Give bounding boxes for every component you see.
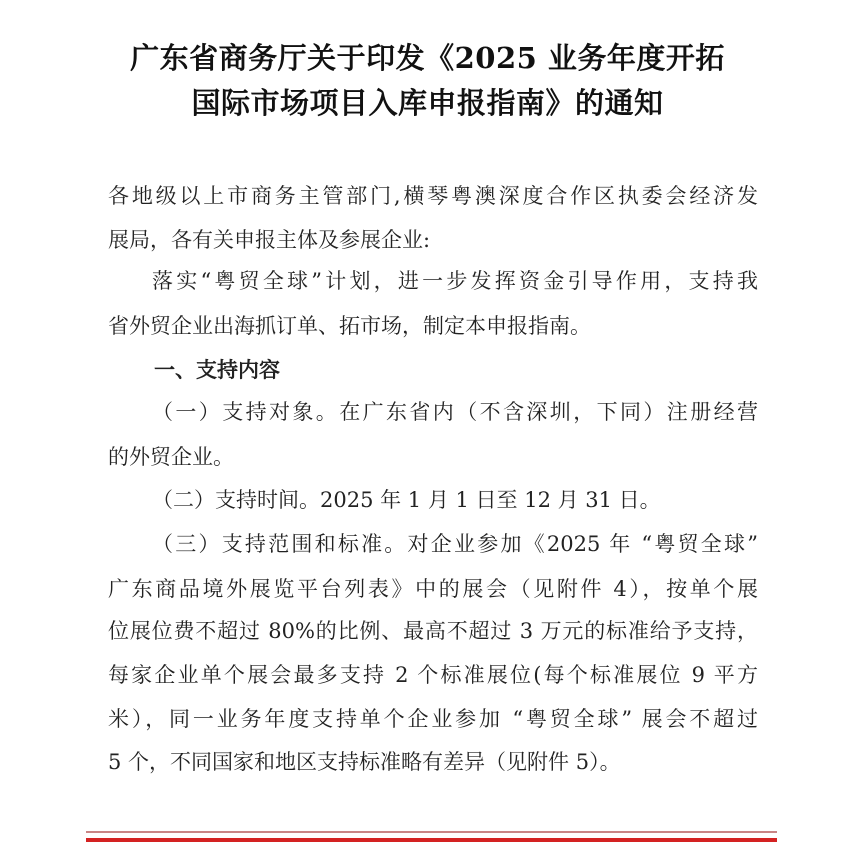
document-title-line-1: 广东省商务厅关于印发《2025 业务年度开拓 bbox=[130, 41, 725, 75]
document-title-line-2: 国际市场项目入库申报指南》的通知 bbox=[191, 86, 664, 120]
item3-line-2: 广东商品境外展览平台列表》中的展会（见附件 4），按单个展 bbox=[108, 577, 758, 601]
item3-line-4: 每家企业单个展会最多支持 2 个标准展位(每个标准展位 9 平方 bbox=[108, 663, 758, 687]
addressee-line-2: 展局，各有关申报主体及参展企业: bbox=[108, 228, 431, 252]
intro-line-2: 省外贸企业出海抓订单、拓市场，制定本申报指南。 bbox=[108, 314, 591, 338]
intro-line-1: 落实“粤贸全球”计划，进一步发挥资金引导作用，支持我 bbox=[152, 269, 758, 293]
addressee-line-1: 各地级以上市商务主管部门,横琴粤澳深度合作区执委会经济发 bbox=[108, 184, 758, 208]
item3-line-3: 位展位费不超过 80%的比例、最高不超过 3 万元的标准给予支持， bbox=[108, 619, 758, 643]
item2-line-1: （二）支持时间。2025 年 1 月 1 日至 12 月 31 日。 bbox=[152, 488, 661, 512]
item3-line-5: 米），同一业务年度支持单个企业参加 “粤贸全球” 展会不超过 bbox=[108, 707, 758, 731]
red-rule-thin bbox=[86, 831, 777, 833]
red-rule-thick bbox=[86, 838, 777, 842]
item1-line-2: 的外贸企业。 bbox=[108, 445, 234, 469]
item3-line-1: （三）支持范围和标准。对企业参加《2025 年 “粤贸全球” bbox=[152, 532, 758, 556]
item1-line-1: （一）支持对象。在广东省内（不含深圳，下同）注册经营 bbox=[152, 400, 758, 424]
item3-line-6: 5 个，不同国家和地区支持标准略有差异（见附件 5）。 bbox=[108, 750, 621, 774]
section-heading: 一、支持内容 bbox=[154, 358, 280, 382]
